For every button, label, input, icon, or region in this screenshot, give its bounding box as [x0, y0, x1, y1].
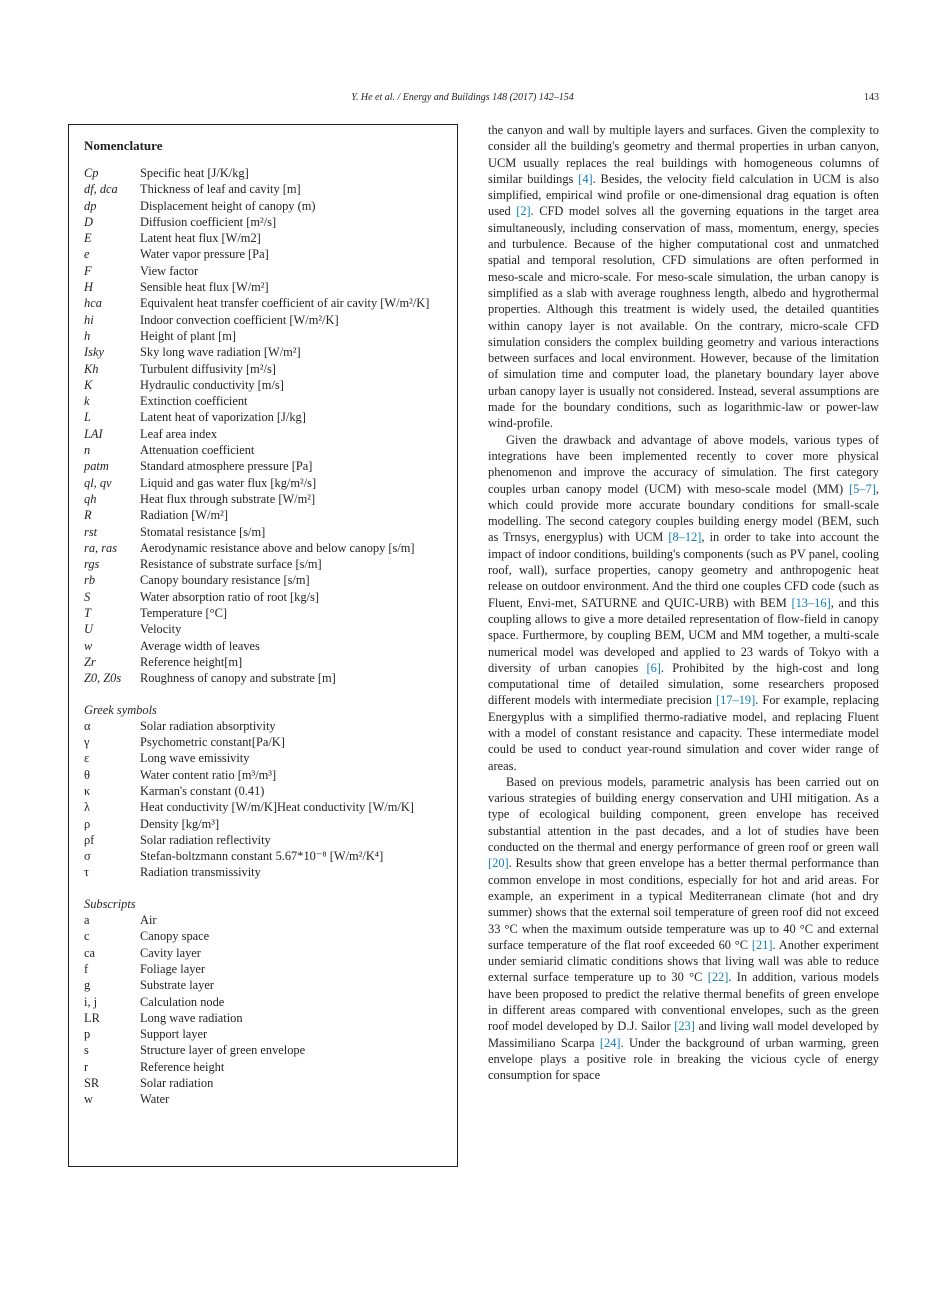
nomenclature-row	[84, 638, 444, 654]
nomenclature-row	[84, 767, 444, 783]
symbol-description: Average width of leaves	[140, 638, 260, 653]
nomenclature-row	[84, 994, 444, 1010]
symbol: df, dca	[84, 182, 118, 197]
symbol-description: Psychometric constant[Pa/K]	[140, 735, 285, 750]
symbol: p	[84, 1027, 91, 1042]
symbol-description: Resistance of substrate surface [s/m]	[140, 557, 322, 572]
symbol: Cp	[84, 166, 99, 180]
text-run: and living wall model developed by Massimiliano Scarpa	[488, 1019, 879, 1050]
symbol: h	[84, 328, 91, 343]
symbol: D	[84, 214, 93, 229]
text-run: . Results show that green envelope has a better thermal performance than common envelope in most conditions, especially for hot and arid areas. For example, an experiment in a typical Mediterranean climate (hot and dry summer) shows that the external soil temperature of green roof did not exceed 33 °C when the maximum outside temperature was up to 40 °C and external surface temperature of the flat roof exceeded 60 °C	[488, 856, 879, 952]
symbol: SR	[84, 1076, 100, 1091]
symbol: K	[84, 377, 93, 392]
citation-link[interactable]: [20]	[488, 856, 509, 871]
symbol-description: Water vapor pressure [Pa]	[140, 247, 269, 262]
symbol-description: Indoor convection coefficient [W/m²/K]	[140, 312, 339, 327]
symbol-description: Stefan-boltzmann constant 5.67*10⁻⁸ [W/m²/K⁴]	[140, 849, 384, 864]
text-run: , which could provide more accurate boundary conditions for small-scale modelling. The second category couples building energy model (BEM, such as Trnsys, energyplus) with UCM	[488, 481, 879, 545]
nomenclature-row	[84, 1010, 444, 1026]
journal-citation: Y. He et al. / Energy and Buildings 148 (2017) 142–154	[351, 92, 574, 103]
nomenclature-row	[84, 540, 444, 556]
citation-link[interactable]: [24]	[599, 1035, 621, 1050]
symbol-description: Canopy space	[140, 929, 210, 944]
symbol-description: Latent heat of vaporization [J/kg]	[140, 410, 306, 425]
text-run: , and this coupling allows to give a more detailed representation of flow-field in canopy space. Furthermore, by coupling BEM, UCM and MM together, a multi-scale numerical model was developed and applied to 23 wards of Tokyo with a diversity of urban canopies	[488, 595, 880, 675]
symbol-description: Attenuation coefficient	[140, 443, 255, 458]
symbol: hca	[84, 296, 102, 311]
nomenclature-row	[84, 344, 444, 360]
symbol-description: Equivalent heat transfer coefficient of air cavity [W/m²/K]	[140, 296, 430, 311]
symbol: U	[84, 622, 93, 637]
greek-symbols-list	[84, 718, 444, 881]
symbol-description: Calculation node	[140, 994, 225, 1009]
nomenclature-row	[84, 912, 444, 928]
nomenclature-row	[84, 734, 444, 750]
symbol-description: Height of plant [m]	[140, 328, 237, 343]
nomenclature-row	[84, 589, 444, 605]
symbol: Kh	[84, 361, 99, 376]
nomenclature-row	[84, 750, 444, 766]
symbol-description: Solar radiation absorptivity	[140, 718, 276, 733]
nomenclature-row	[84, 507, 444, 523]
text-run: Given the drawback and advantage of above models, various types of integrations have been implemented recently to cover more physical phenomenon and improve the accuracy of simulation. The first category couples urban canopy model (UCM) with meso-scale model (MM)	[488, 432, 879, 496]
symbol-description: Hydraulic conductivity [m/s]	[140, 377, 284, 392]
symbol-description: Thickness of leaf and cavity [m]	[140, 182, 301, 197]
symbol: hi	[84, 312, 94, 327]
symbol: ρ	[84, 816, 91, 831]
symbol-description: Substrate layer	[140, 978, 214, 993]
symbol: H	[84, 280, 93, 295]
symbol: n	[84, 443, 91, 458]
symbol-description: Structure layer of green envelope	[140, 1043, 306, 1058]
nomenclature-row	[84, 816, 444, 832]
body-text-column	[488, 122, 879, 1084]
symbol: ρf	[84, 832, 95, 847]
symbol-description: Velocity	[140, 622, 182, 637]
nomenclature-row	[84, 799, 444, 815]
symbol-description: Heat conductivity [W/m/K]Heat conductivity [W/m/K]	[140, 800, 414, 815]
symbol-description: Diffusion coefficient [m²/s]	[140, 214, 277, 229]
nomenclature-row	[84, 263, 444, 279]
nomenclature-row	[84, 832, 444, 848]
symbol: L	[84, 410, 91, 425]
nomenclature-row	[84, 377, 444, 393]
symbol: ε	[84, 751, 90, 766]
nomenclature-row	[84, 491, 444, 507]
symbol-description: Reference height[m]	[140, 654, 243, 669]
nomenclature-row	[84, 458, 444, 474]
symbol: θ	[84, 767, 90, 782]
nomenclature-row	[84, 945, 444, 961]
nomenclature-row	[84, 279, 444, 295]
text-run: Based on previous models, parametric analysis has been carried out on various strategies of building energy conservation and UHI mitigation. As a type of ecological building component, green envelope has received substantial attention in the past decades, and a lot of studies have been conducted on the thermal and energy performance of green roof or green wall	[488, 774, 879, 855]
symbol-description: Aerodynamic resistance above and below canopy [s/m]	[140, 540, 415, 555]
symbol: patm	[84, 459, 109, 474]
symbol-description: Standard atmosphere pressure [Pa]	[140, 459, 313, 474]
nomenclature-row	[84, 361, 444, 377]
nomenclature-row	[84, 214, 444, 230]
symbol: S	[84, 589, 91, 604]
symbol-description: Stomatal resistance [s/m]	[140, 524, 266, 539]
text-run: . For example, replacing Energyplus with a simplified thermo-radiative model, and replacing Fluent with a model of constant resistance and capacity. These intermediate model could be used to conduct year-round simulation and cover wider range of areas.	[488, 693, 879, 773]
symbol: κ	[84, 783, 91, 798]
citation-link[interactable]: [2]	[516, 204, 531, 219]
symbol-description: Latent heat flux [W/m2]	[140, 231, 261, 246]
symbol-description: Water absorption ratio of root [kg/s]	[140, 589, 319, 604]
symbol: g	[84, 978, 91, 993]
paragraph-3	[488, 774, 879, 1084]
citation-link[interactable]: [23]	[674, 1019, 695, 1034]
nomenclature-row	[84, 181, 444, 197]
citation-link[interactable]: [21]	[751, 937, 773, 952]
symbol-description: Heat flux through substrate [W/m²]	[140, 491, 316, 506]
nomenclature-title: Nomenclature	[84, 138, 163, 153]
symbol: i, j	[84, 994, 98, 1009]
nomenclature-row	[84, 1091, 444, 1107]
text-run: . Besides, the velocity field calculation in UCM is also simplified, empirical wind profile or one-dimensional drag equation is often used	[488, 171, 879, 219]
nomenclature-row	[84, 621, 444, 637]
text-run: , in order to take into account the impact of indoor conditions, building's components (such as PV panel, cooling roof, wall), surface properties, canopy geometry and anthropogenic heat release on outdoor environment. And the third one couples CFD code (such as Fluent, Envi-met, SATURNE and QUIC-URB) with BEM	[488, 530, 879, 610]
symbol: γ	[84, 735, 90, 750]
symbol-description: Karman's constant (0.41)	[140, 783, 265, 798]
symbol-description: View factor	[140, 263, 199, 278]
nomenclature-row	[84, 783, 444, 799]
running-header	[0, 92, 925, 108]
symbol-description: Cavity layer	[140, 945, 201, 960]
citation-link[interactable]: [8–12]	[668, 530, 702, 545]
nomenclature-row	[84, 246, 444, 262]
nomenclature-row	[84, 848, 444, 864]
symbol: Isky	[84, 345, 104, 360]
page-number: 143	[864, 92, 879, 103]
nomenclature-row	[84, 977, 444, 993]
nomenclature-row	[84, 605, 444, 621]
nomenclature-row	[84, 718, 444, 734]
symbol-description: Roughness of canopy and substrate [m]	[140, 671, 336, 686]
symbol: α	[84, 718, 91, 733]
symbol-description: Turbulent diffusivity [m²/s]	[140, 361, 276, 376]
symbol: ql, qv	[84, 475, 112, 490]
symbol: rgs	[84, 557, 100, 572]
paragraph-2	[488, 432, 879, 774]
text-run: . In addition, various models have been proposed to predict the relative thermal benefits of green envelope in different areas compared with conventional envelopes, such as the green roof model developed by D.J. Sailor	[488, 970, 879, 1034]
nomenclature-row	[84, 670, 444, 686]
symbol: σ	[84, 849, 91, 864]
citation-link[interactable]: [4]	[578, 171, 593, 186]
symbol-description: Reference height	[140, 1059, 225, 1074]
symbol-description: Long wave emissivity	[140, 751, 250, 766]
symbol-description: Radiation [W/m²]	[140, 508, 229, 523]
text-run: . Under the background of urban warming, green envelope plays a positive role in breaking the vicious cycle of energy consumption for space	[488, 1035, 879, 1083]
nomenclature-row	[84, 312, 444, 328]
symbol: s	[84, 1043, 89, 1058]
nomenclature-row	[84, 475, 444, 491]
nomenclature-row	[84, 572, 444, 588]
subscripts-title: Subscripts	[84, 896, 136, 911]
symbol: LR	[84, 1010, 100, 1025]
symbol-description: Sky long wave radiation [W/m²]	[140, 345, 301, 360]
symbol-description: Temperature [°C]	[140, 606, 227, 621]
main-symbols-list	[84, 165, 444, 687]
symbol: F	[84, 263, 92, 278]
symbol: rb	[84, 573, 96, 588]
text-run: . CFD model solves all the governing equations in the target area simultaneously, including conservation of mass, momentum, energy, species and turbulence. Because of the higher computational cost and unmatched spatial and temporal resolution, CFD simulations are often performed in meso-scale and micro-scale. For meso-scale simulation, the urban canopy is simplified as a slab with average roughness length, albedo and hygrothermal properties. Although this treatment is widely used, the detailed quantities within canopy layer is not available. On the contrary, micro-scale CFD simulation considers the complex building geometry and various interactions between surfaces and local environment. However, because of the limitation of simulation time and computer load, the planetary boundary layer above urban canopy layer is usually not considered. Instead, several assumptions are made for the boundary conditions, such as logarithmic-law or power-law wind-profile.	[488, 204, 879, 431]
nomenclature-row	[84, 295, 444, 311]
symbol: ca	[84, 945, 95, 960]
symbol-description: Liquid and gas water flux [kg/m²/s]	[140, 475, 317, 490]
symbol: τ	[84, 865, 89, 880]
subscripts-list	[84, 912, 444, 1108]
symbol-description: Extinction coefficient	[140, 394, 248, 409]
nomenclature-row	[84, 230, 444, 246]
symbol-description: Water	[140, 1092, 170, 1107]
nomenclature-row	[84, 524, 444, 540]
text-run: . Another experiment under semiarid climatic conditions shows that living wall was able to reduce external surface temperature up to 30 °C	[488, 937, 879, 985]
symbol-description: Foliage layer	[140, 961, 206, 976]
symbol: λ	[84, 800, 91, 815]
symbol-description: Solar radiation reflectivity	[140, 832, 271, 847]
symbol-description: Canopy boundary resistance [s/m]	[140, 573, 310, 588]
symbol: f	[84, 961, 89, 976]
symbol-description: Displacement height of canopy (m)	[140, 198, 316, 213]
nomenclature-row	[84, 961, 444, 977]
symbol: R	[84, 508, 92, 523]
symbol: E	[84, 231, 92, 246]
symbol: LAI	[84, 426, 103, 441]
citation-link[interactable]: [6]	[646, 660, 661, 675]
nomenclature-row	[84, 1042, 444, 1058]
symbol: Z0, Z0s	[84, 671, 122, 686]
symbol: dp	[84, 198, 97, 213]
symbol-description: Water content ratio [m³/m³]	[140, 767, 277, 782]
symbol: a	[84, 913, 90, 928]
nomenclature-row	[84, 393, 444, 409]
symbol-description: Air	[140, 913, 157, 928]
symbol: w	[84, 1092, 93, 1107]
symbol-description: Long wave radiation	[140, 1010, 243, 1025]
nomenclature-list	[84, 165, 444, 1108]
nomenclature-row	[84, 654, 444, 670]
nomenclature-row	[84, 1026, 444, 1042]
nomenclature-row	[84, 328, 444, 344]
symbol-description: Support layer	[140, 1027, 208, 1042]
nomenclature-row	[84, 1075, 444, 1091]
nomenclature-row	[84, 426, 444, 442]
citation-link[interactable]: [17–19]	[716, 693, 756, 708]
symbol: k	[84, 394, 90, 409]
nomenclature-row	[84, 864, 444, 880]
citation-link[interactable]: [5–7]	[849, 481, 876, 496]
nomenclature-row	[84, 556, 444, 572]
symbol-description: Solar radiation	[140, 1076, 214, 1091]
symbol-description: Specific heat [J/K/kg]	[140, 166, 249, 180]
symbol: w	[84, 638, 93, 653]
citation-link[interactable]: [22]	[707, 970, 729, 985]
symbol: ra, ras	[84, 540, 118, 555]
symbol-description: Density [kg/m³]	[140, 816, 220, 831]
symbol-description: Radiation transmissivity	[140, 865, 261, 880]
symbol: T	[84, 606, 91, 621]
nomenclature-row	[84, 928, 444, 944]
symbol-description: Leaf area index	[140, 426, 218, 441]
nomenclature-box	[68, 124, 458, 1167]
symbol-description: Sensible heat flux [W/m²]	[140, 280, 269, 295]
text-run: . Prohibited by the high-cost and long computational time of detailed simulation, some researchers proposed different models with intermediate precision	[488, 660, 879, 708]
symbol: rst	[84, 524, 98, 539]
greek-symbols-title: Greek symbols	[84, 702, 157, 717]
nomenclature-row	[84, 442, 444, 458]
text-run: the canyon and wall by multiple layers and surfaces. Given the complexity to consider all the building's geometry and thermal properties in urban canyon, UCM usually replaces the real buildings with homogeneous columns of similar buildings	[488, 123, 879, 186]
symbol: Zr	[84, 654, 96, 669]
citation-link[interactable]: [13–16]	[791, 595, 831, 610]
nomenclature-row	[84, 1059, 444, 1075]
symbol: qh	[84, 491, 97, 506]
symbol: e	[84, 247, 90, 262]
nomenclature-row	[84, 165, 444, 181]
nomenclature-row	[84, 198, 444, 214]
paragraph-1	[488, 122, 879, 432]
symbol: r	[84, 1059, 89, 1074]
nomenclature-row	[84, 409, 444, 425]
symbol: c	[84, 929, 90, 944]
